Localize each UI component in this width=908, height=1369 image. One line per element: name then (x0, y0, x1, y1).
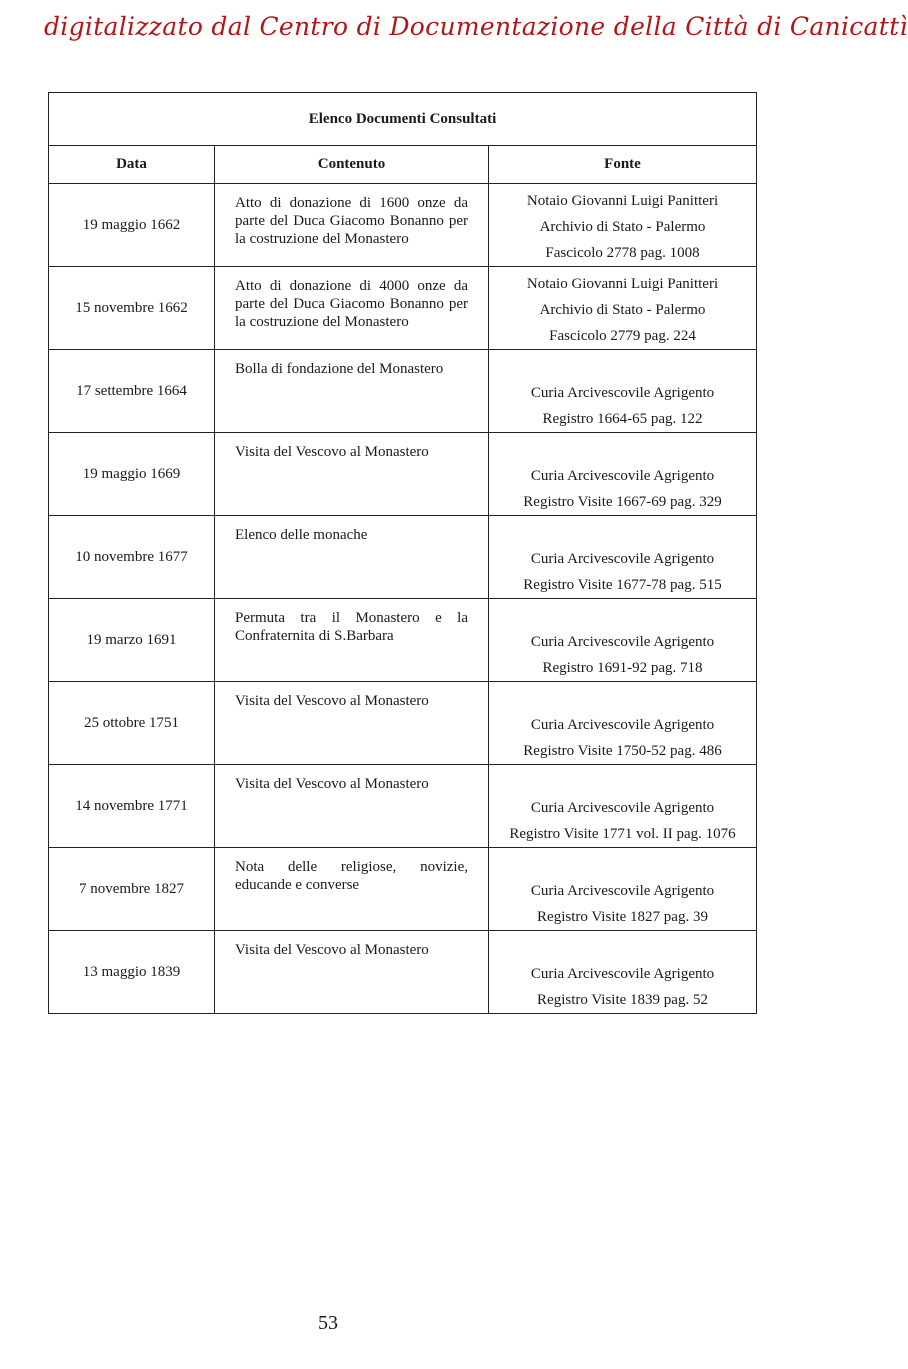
table-title: Elenco Documenti Consultati (49, 93, 757, 146)
table-body (49, 184, 757, 1014)
consulted-documents-table (48, 92, 757, 1014)
source-cell (489, 599, 757, 682)
content-cell (215, 599, 489, 682)
table-row (49, 433, 757, 516)
content-text: Nota delle religiose, novizie, educande e converse (235, 859, 468, 893)
date-cell: 19 maggio 1662 (49, 184, 215, 267)
source-cell (489, 267, 757, 350)
source-line: Curia Arcivescovile Agrigento (530, 883, 715, 899)
source-cell (489, 350, 757, 433)
digitization-watermark: digitalizzato dal Centro di Documentazione della Città di Canicattì (44, 12, 908, 41)
source-cell (489, 931, 757, 1014)
source-line: Archivio di Stato - Palermo (539, 219, 706, 235)
source-line: Notaio Giovanni Luigi Panitteri (526, 276, 719, 292)
source-line: Curia Arcivescovile Agrigento (530, 800, 715, 816)
content-text: Elenco delle monache (235, 527, 368, 543)
source-line: Registro Visite 1677-78 pag. 515 (523, 577, 722, 593)
source-cell (489, 433, 757, 516)
content-text: Permuta tra il Monastero e la Confraternita di S.Barbara (235, 610, 468, 644)
source-line: Curia Arcivescovile Agrigento (530, 717, 715, 733)
source-line: Registro 1691-92 pag. 718 (542, 660, 703, 676)
source-line: Fascicolo 2779 pag. 224 (549, 328, 696, 344)
content-cell (215, 765, 489, 848)
content-cell (215, 516, 489, 599)
date-cell: 7 novembre 1827 (49, 848, 215, 931)
date-cell: 19 maggio 1669 (49, 433, 215, 516)
content-cell (215, 848, 489, 931)
date-cell: 19 marzo 1691 (49, 599, 215, 682)
source-line: Curia Arcivescovile Agrigento (530, 468, 715, 484)
page-number: 53 (318, 1312, 338, 1334)
table-row (49, 682, 757, 765)
source-line: Curia Arcivescovile Agrigento (530, 966, 715, 982)
table-row (49, 267, 757, 350)
content-text: Visita del Vescovo al Monastero (235, 693, 429, 709)
source-line: Notaio Giovanni Luigi Panitteri (526, 193, 719, 209)
column-header-source: Fonte (489, 146, 757, 184)
date-cell: 25 ottobre 1751 (49, 682, 215, 765)
content-cell (215, 267, 489, 350)
table-row (49, 931, 757, 1014)
content-cell (215, 682, 489, 765)
source-line: Curia Arcivescovile Agrigento (530, 634, 715, 650)
date-cell: 15 novembre 1662 (49, 267, 215, 350)
source-line: Registro 1664-65 pag. 122 (542, 411, 703, 427)
table-row (49, 765, 757, 848)
source-cell (489, 516, 757, 599)
table-row (49, 848, 757, 931)
column-header-content: Contenuto (215, 146, 489, 184)
content-cell (215, 433, 489, 516)
content-cell (215, 350, 489, 433)
content-text: Bolla di fondazione del Monastero (235, 361, 444, 377)
source-cell (489, 184, 757, 267)
content-text: Visita del Vescovo al Monastero (235, 942, 429, 958)
table-row (49, 184, 757, 267)
source-line: Fascicolo 2778 pag. 1008 (545, 245, 700, 261)
source-cell (489, 765, 757, 848)
source-line: Registro Visite 1839 pag. 52 (537, 992, 708, 1008)
table-row (49, 350, 757, 433)
source-line: Registro Visite 1750-52 pag. 486 (523, 743, 722, 759)
source-line: Registro Visite 1827 pag. 39 (537, 909, 708, 925)
content-text: Visita del Vescovo al Monastero (235, 444, 429, 460)
source-line: Archivio di Stato - Palermo (539, 302, 706, 318)
source-cell (489, 848, 757, 931)
source-line: Curia Arcivescovile Agrigento (530, 385, 715, 401)
source-cell (489, 682, 757, 765)
content-text: Atto di donazione di 1600 onze da parte del Duca Giacomo Bonanno per la costruzione del Monastero (235, 195, 468, 247)
date-cell: 17 settembre 1664 (49, 350, 215, 433)
source-line: Registro Visite 1771 vol. II pag. 1076 (509, 826, 736, 842)
source-line: Curia Arcivescovile Agrigento (530, 551, 715, 567)
table-row (49, 599, 757, 682)
content-cell (215, 184, 489, 267)
content-text: Visita del Vescovo al Monastero (235, 776, 429, 792)
date-cell: 13 maggio 1839 (49, 931, 215, 1014)
table-row (49, 516, 757, 599)
date-cell: 10 novembre 1677 (49, 516, 215, 599)
source-line: Registro Visite 1667-69 pag. 329 (523, 494, 722, 510)
content-text: Atto di donazione di 4000 onze da parte del Duca Giacomo Bonanno per la costruzione del Monastero (235, 278, 468, 330)
date-cell: 14 novembre 1771 (49, 765, 215, 848)
content-cell (215, 931, 489, 1014)
column-header-date: Data (49, 146, 215, 184)
